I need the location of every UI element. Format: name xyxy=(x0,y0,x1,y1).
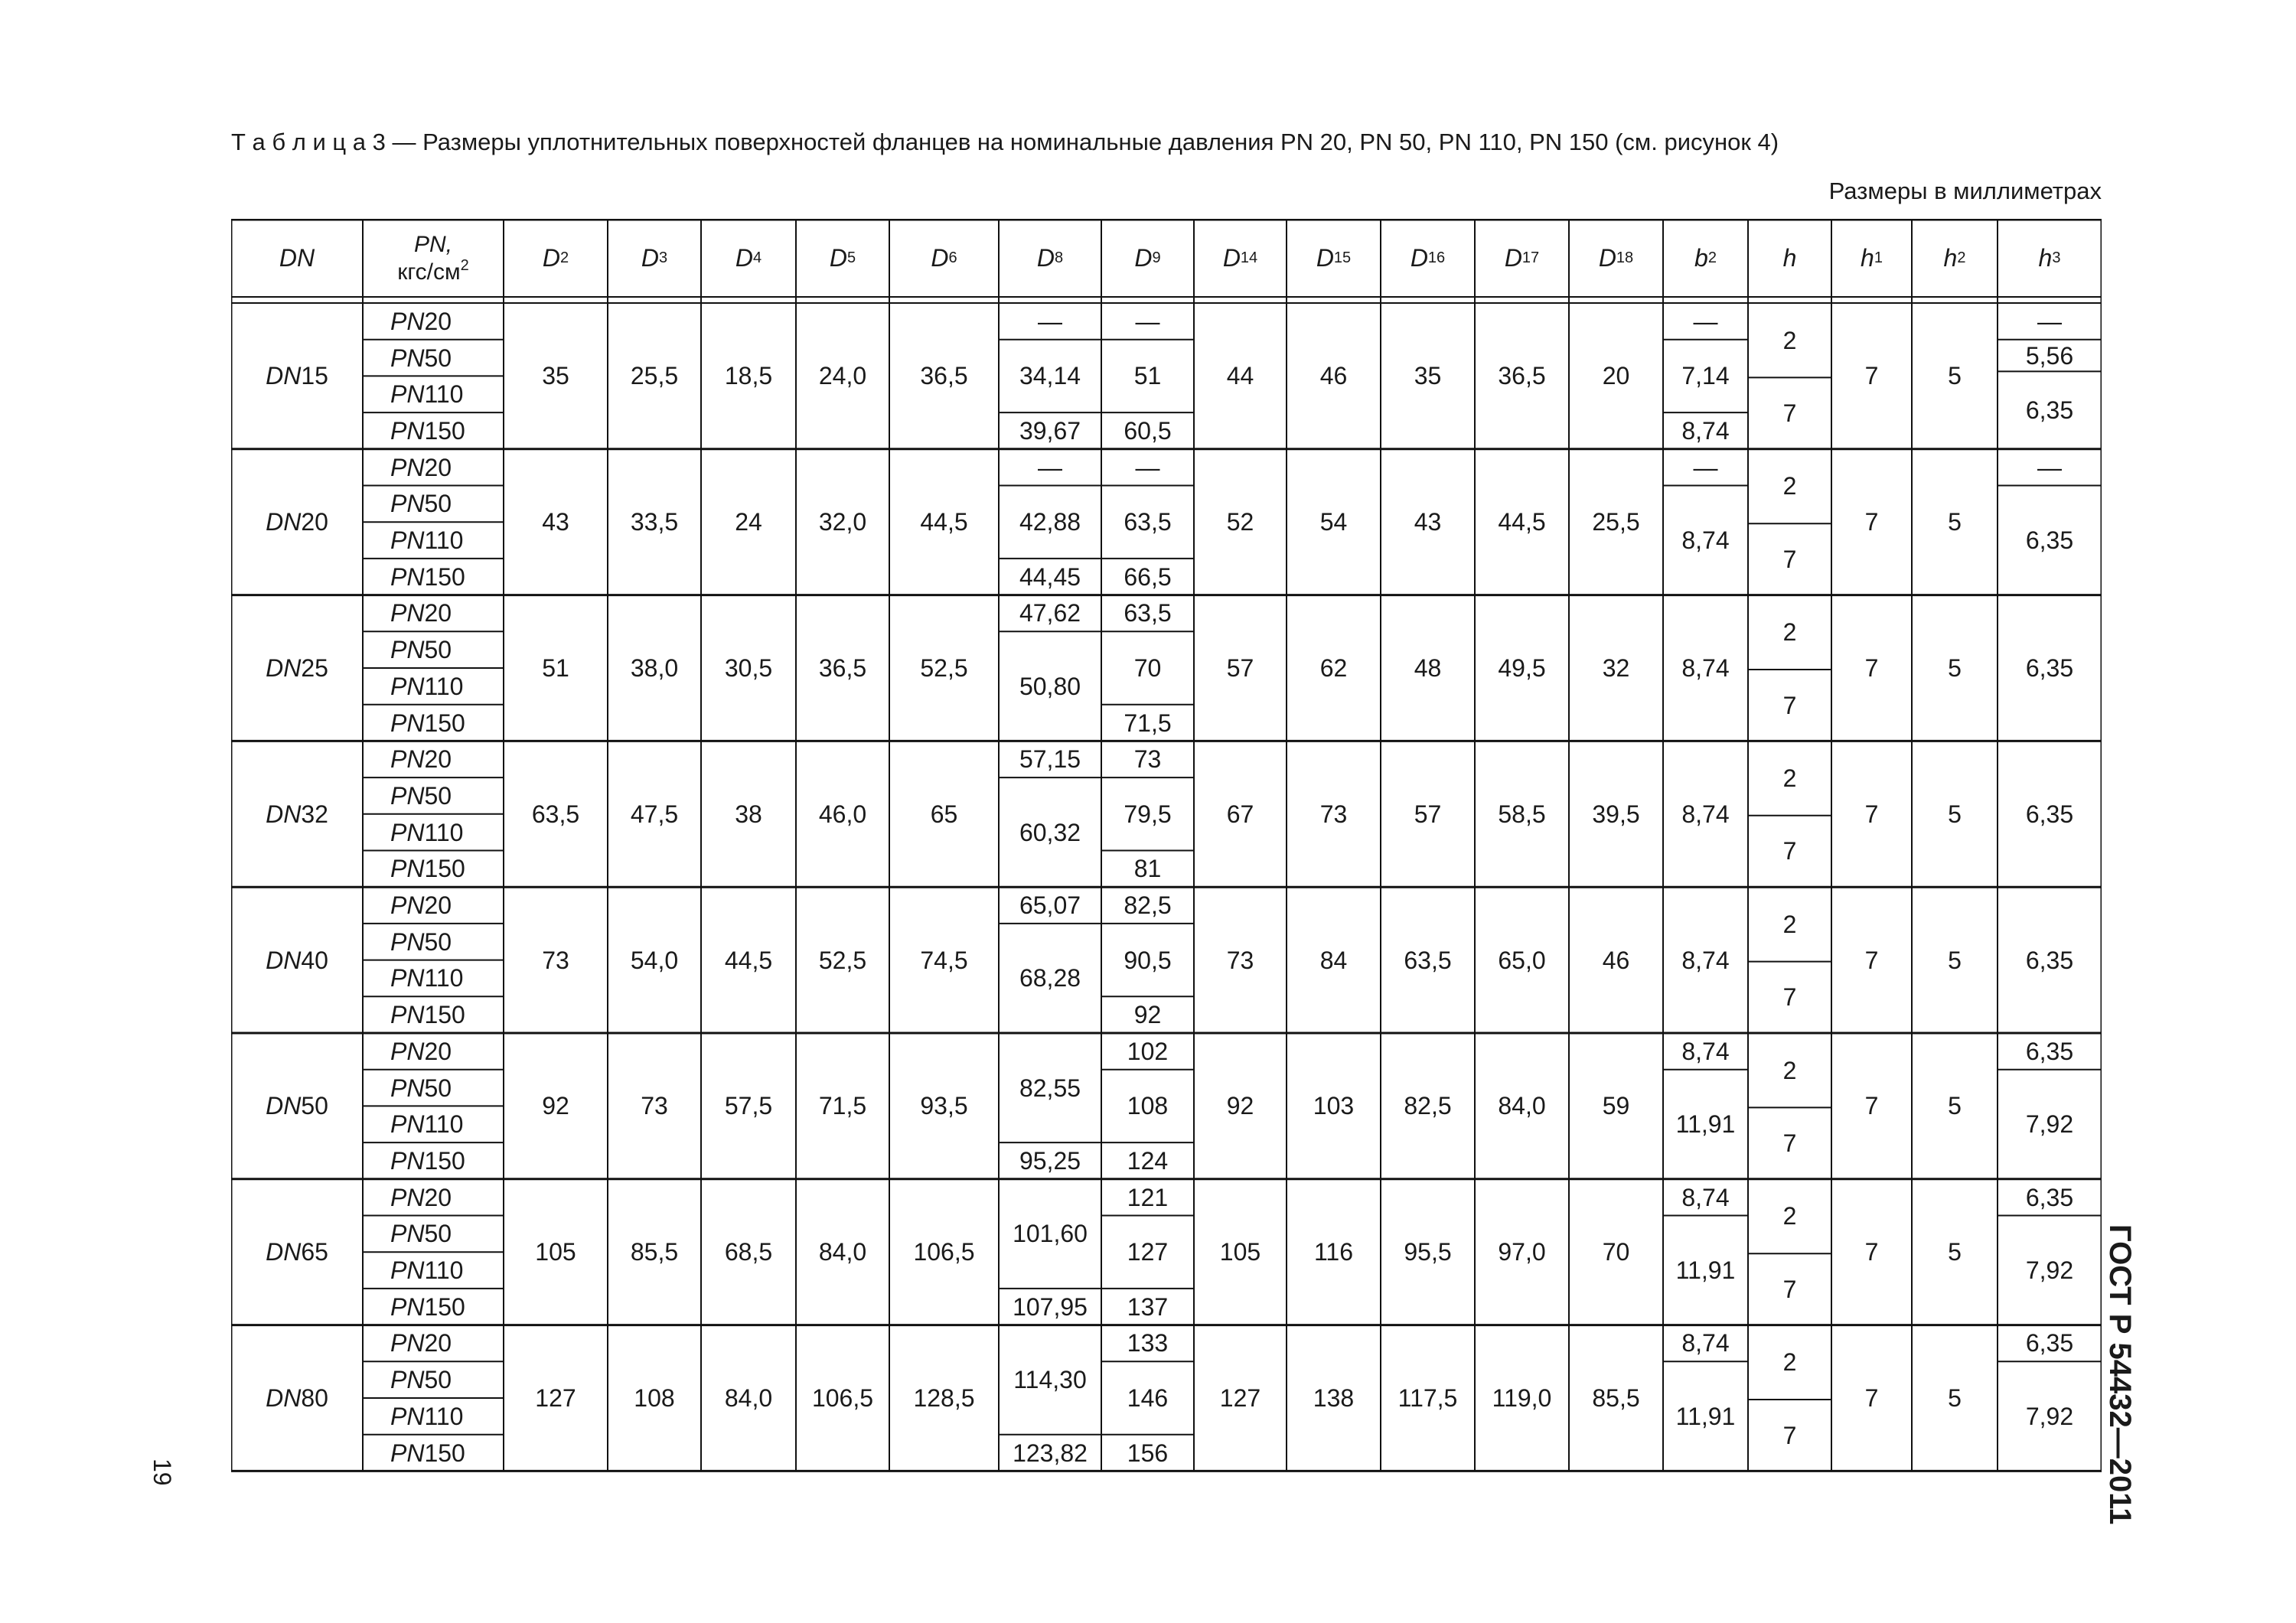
column-header-d6: D 6 xyxy=(931,244,957,272)
cell-d16: 82,5 xyxy=(1404,1092,1452,1120)
cell-h: 7 xyxy=(1782,1129,1797,1158)
cell-d8: 82,55 xyxy=(1019,1074,1081,1102)
cell-d8: 39,67 xyxy=(1019,416,1081,445)
standard-designation: ГОСТ Р 54432—2011 xyxy=(2103,1224,2137,1525)
cell-d2: 105 xyxy=(535,1238,576,1266)
cell-d4: 68,5 xyxy=(724,1238,773,1266)
page-number: 19 xyxy=(148,1458,176,1486)
cell-d15: 138 xyxy=(1313,1383,1355,1412)
cell-d15: 84 xyxy=(1319,946,1348,974)
cell-h: 7 xyxy=(1782,1421,1797,1449)
cell-h: 2 xyxy=(1782,472,1797,500)
cell-h2: 5 xyxy=(1948,800,1962,828)
pn-label: PN 50 xyxy=(390,1074,452,1102)
column-header-d2: D 2 xyxy=(542,244,569,272)
cell-d15: 73 xyxy=(1319,800,1348,828)
cell-d8: 107,95 xyxy=(1013,1292,1088,1321)
cell-d2: 73 xyxy=(542,946,569,974)
cell-d16: 35 xyxy=(1414,362,1442,390)
column-header-d9: D 9 xyxy=(1134,244,1161,272)
cell-h3: 6,35 xyxy=(2025,1037,2074,1065)
dn-label: DN 50 xyxy=(266,1092,328,1120)
cell-d5: 106,5 xyxy=(811,1383,874,1412)
cell-d3: 47,5 xyxy=(630,800,679,828)
pn-label: PN 50 xyxy=(390,781,452,810)
cell-h1: 7 xyxy=(1864,508,1879,536)
cell-d8: 101,60 xyxy=(1013,1220,1088,1248)
cell-d4: 57,5 xyxy=(724,1092,773,1120)
cell-d3: 54,0 xyxy=(630,946,679,974)
dn-label: DN 20 xyxy=(266,508,328,536)
pn-label: PN 50 xyxy=(390,1220,452,1248)
pn-label: PN 20 xyxy=(390,453,452,481)
cell-h2: 5 xyxy=(1948,653,1962,682)
cell-h3: 7,92 xyxy=(2025,1256,2074,1285)
cell-h: 2 xyxy=(1782,1348,1797,1377)
cell-h3: 6,35 xyxy=(2025,800,2074,828)
pn-label: PN 50 xyxy=(390,490,452,518)
pn-label: PN 20 xyxy=(390,599,452,627)
cell-d6: 36,5 xyxy=(920,362,968,390)
cell-d6: 106,5 xyxy=(913,1238,975,1266)
pn-label: PN 150 xyxy=(390,1292,465,1321)
cell-d3: 108 xyxy=(634,1383,675,1412)
cell-d9: 79,5 xyxy=(1124,800,1172,828)
cell-d6: 44,5 xyxy=(920,508,968,536)
pn-label: PN 110 xyxy=(390,1256,464,1285)
cell-h3: — xyxy=(2037,307,2062,335)
dn-label: DN 80 xyxy=(266,1383,328,1412)
cell-d9: — xyxy=(1135,307,1160,335)
cell-d9: 121 xyxy=(1127,1183,1169,1211)
cell-d6: 128,5 xyxy=(913,1383,975,1412)
cell-b2: 8,74 xyxy=(1681,1329,1730,1357)
cell-h3: 6,35 xyxy=(2025,526,2074,555)
cell-d18: 70 xyxy=(1602,1238,1630,1266)
cell-d9: 146 xyxy=(1127,1383,1169,1412)
cell-d5: 36,5 xyxy=(818,653,867,682)
cell-h3: — xyxy=(2037,453,2062,481)
cell-h2: 5 xyxy=(1948,508,1962,536)
cell-d9: 73 xyxy=(1133,745,1162,774)
cell-d15: 62 xyxy=(1319,653,1348,682)
pn-label: PN 110 xyxy=(390,672,464,700)
column-header-dn: DN xyxy=(279,244,315,272)
pn-label: PN 20 xyxy=(390,1329,452,1357)
column-header-d15: D 15 xyxy=(1316,244,1352,272)
cell-b2: — xyxy=(1693,453,1718,481)
cell-d5: 46,0 xyxy=(818,800,867,828)
cell-h: 7 xyxy=(1782,983,1797,1012)
dn-label: DN 15 xyxy=(266,362,328,390)
cell-d17: 84,0 xyxy=(1498,1092,1546,1120)
cell-d16: 57 xyxy=(1414,800,1442,828)
cell-d18: 59 xyxy=(1602,1092,1630,1120)
pn-label: PN 20 xyxy=(390,307,452,335)
cell-d9: — xyxy=(1135,453,1160,481)
units-note: Размеры в миллиметрах xyxy=(1828,178,2102,204)
cell-d18: 85,5 xyxy=(1592,1383,1640,1412)
cell-h3: 7,92 xyxy=(2025,1110,2074,1139)
pn-label: PN 110 xyxy=(390,526,464,555)
cell-d8: 34,14 xyxy=(1019,362,1081,390)
dn-label: DN 32 xyxy=(266,800,328,828)
column-header-h1: h 1 xyxy=(1861,244,1883,272)
cell-d8: 123,82 xyxy=(1013,1439,1088,1467)
cell-h: 2 xyxy=(1782,1056,1797,1084)
cell-d15: 103 xyxy=(1313,1092,1355,1120)
cell-d17: 65,0 xyxy=(1498,946,1546,974)
cell-d2: 63,5 xyxy=(531,800,580,828)
cell-d8: 42,88 xyxy=(1019,508,1081,536)
cell-h1: 7 xyxy=(1864,1092,1879,1120)
cell-d3: 85,5 xyxy=(630,1238,679,1266)
cell-d8: — xyxy=(1038,453,1062,481)
cell-d8: — xyxy=(1038,307,1062,335)
dn-label: DN 65 xyxy=(266,1238,328,1266)
pn-label: PN 110 xyxy=(390,818,464,846)
cell-d14: 44 xyxy=(1226,362,1254,390)
cell-d8: 60,32 xyxy=(1019,818,1081,846)
cell-h1: 7 xyxy=(1864,946,1879,974)
column-header-b2: b 2 xyxy=(1694,244,1717,272)
cell-h2: 5 xyxy=(1948,1383,1962,1412)
cell-d9: 70 xyxy=(1133,653,1162,682)
cell-d9: 127 xyxy=(1127,1238,1169,1266)
cell-h3: 6,35 xyxy=(2025,396,2074,425)
cell-d3: 73 xyxy=(641,1092,668,1120)
cell-d8: 114,30 xyxy=(1013,1366,1087,1394)
cell-b2: 11,91 xyxy=(1675,1256,1736,1285)
cell-d18: 39,5 xyxy=(1592,800,1640,828)
cell-d14: 57 xyxy=(1226,653,1254,682)
cell-d9: 60,5 xyxy=(1124,416,1172,445)
cell-b2: 8,74 xyxy=(1681,653,1730,682)
cell-d6: 52,5 xyxy=(920,653,968,682)
cell-h1: 7 xyxy=(1864,800,1879,828)
pn-label: PN 150 xyxy=(390,1439,465,1467)
cell-d2: 127 xyxy=(535,1383,576,1412)
cell-d5: 71,5 xyxy=(818,1092,867,1120)
cell-h2: 5 xyxy=(1948,946,1962,974)
cell-d18: 20 xyxy=(1602,362,1630,390)
column-header-d8: D 8 xyxy=(1036,244,1064,272)
cell-h: 7 xyxy=(1782,1275,1797,1303)
cell-d9: 71,5 xyxy=(1124,709,1172,737)
cell-h3: 6,35 xyxy=(2025,1329,2074,1357)
cell-h3: 6,35 xyxy=(2025,946,2074,974)
cell-b2: 8,74 xyxy=(1681,1037,1730,1065)
cell-d2: 51 xyxy=(542,653,569,682)
cell-h2: 5 xyxy=(1948,1238,1962,1266)
cell-h: 7 xyxy=(1782,399,1797,428)
column-header-d18: D 18 xyxy=(1598,244,1634,272)
cell-d8: 47,62 xyxy=(1019,599,1081,627)
cell-d2: 43 xyxy=(542,508,569,536)
cell-d9: 81 xyxy=(1133,855,1162,883)
cell-d14: 92 xyxy=(1226,1092,1254,1120)
cell-d8: 65,07 xyxy=(1019,891,1081,920)
cell-d5: 24,0 xyxy=(818,362,867,390)
cell-h3: 5,56 xyxy=(2025,341,2074,370)
cell-h: 7 xyxy=(1782,545,1797,573)
cell-d14: 127 xyxy=(1219,1383,1261,1412)
cell-d17: 97,0 xyxy=(1498,1238,1546,1266)
cell-d9: 63,5 xyxy=(1124,508,1172,536)
cell-d17: 44,5 xyxy=(1498,508,1546,536)
cell-d9: 137 xyxy=(1127,1292,1169,1321)
column-header-d4: D 4 xyxy=(735,244,762,272)
cell-d15: 46 xyxy=(1319,362,1348,390)
cell-h1: 7 xyxy=(1864,362,1879,390)
cell-d2: 92 xyxy=(542,1092,569,1120)
pn-label: PN 150 xyxy=(390,416,465,445)
pn-label: PN 110 xyxy=(390,1110,464,1139)
cell-d9: 66,5 xyxy=(1124,562,1172,591)
cell-d17: 58,5 xyxy=(1498,800,1546,828)
cell-h: 2 xyxy=(1782,764,1797,793)
cell-h3: 6,35 xyxy=(2025,1183,2074,1211)
cell-d14: 52 xyxy=(1226,508,1254,536)
pn-label: PN 20 xyxy=(390,1037,452,1065)
pn-label: PN 110 xyxy=(390,380,464,409)
pn-label: PN 20 xyxy=(390,1183,452,1211)
cell-b2: 8,74 xyxy=(1681,416,1730,445)
cell-d4: 24 xyxy=(735,508,762,536)
cell-d14: 67 xyxy=(1226,800,1254,828)
cell-d16: 43 xyxy=(1414,508,1442,536)
cell-d18: 25,5 xyxy=(1592,508,1640,536)
cell-d3: 33,5 xyxy=(630,508,679,536)
column-header-d14: D 14 xyxy=(1222,244,1258,272)
pn-label: PN 50 xyxy=(390,344,452,372)
cell-d9: 108 xyxy=(1127,1092,1169,1120)
pn-label: PN 150 xyxy=(390,855,465,883)
cell-d17: 49,5 xyxy=(1498,653,1546,682)
cell-d15: 54 xyxy=(1319,508,1348,536)
cell-d2: 35 xyxy=(542,362,569,390)
cell-d15: 116 xyxy=(1313,1238,1353,1266)
column-header-h3: h 3 xyxy=(2038,244,2061,272)
table-caption: Т а б л и ц а 3 — Размеры уплотнительных поверхностей фланцев на номинальные давления PN 20, PN 50, PN 110, PN 150 (см. рисунок 4) xyxy=(231,129,1779,155)
cell-h: 2 xyxy=(1782,618,1797,647)
cell-d9: 124 xyxy=(1127,1146,1169,1175)
cell-h: 7 xyxy=(1782,837,1797,865)
cell-b2: 7,14 xyxy=(1681,362,1730,390)
pn-label: PN 150 xyxy=(390,709,465,737)
pn-label: PN 50 xyxy=(390,1366,452,1394)
cell-d5: 52,5 xyxy=(818,946,867,974)
column-header-d3: D 3 xyxy=(641,244,668,272)
cell-d9: 133 xyxy=(1127,1329,1169,1357)
cell-d3: 25,5 xyxy=(630,362,679,390)
cell-d5: 32,0 xyxy=(818,508,867,536)
cell-d9: 90,5 xyxy=(1124,946,1172,974)
column-header-h2: h 2 xyxy=(1943,244,1966,272)
pn-label: PN 110 xyxy=(390,964,464,992)
cell-d8: 95,25 xyxy=(1019,1146,1081,1175)
cell-d8: 68,28 xyxy=(1019,964,1081,992)
cell-d14: 73 xyxy=(1226,946,1254,974)
pn-label: PN 50 xyxy=(390,927,452,956)
cell-d8: 57,15 xyxy=(1019,745,1081,774)
cell-h1: 7 xyxy=(1864,1383,1879,1412)
cell-d16: 95,5 xyxy=(1404,1238,1452,1266)
cell-d8: 44,45 xyxy=(1019,562,1081,591)
cell-h3: 7,92 xyxy=(2025,1402,2074,1430)
dn-label: DN 25 xyxy=(266,653,328,682)
column-header-d5: D 5 xyxy=(829,244,856,272)
cell-h2: 5 xyxy=(1948,362,1962,390)
cell-h1: 7 xyxy=(1864,1238,1879,1266)
cell-b2: 11,91 xyxy=(1675,1110,1736,1139)
cell-d6: 74,5 xyxy=(920,946,968,974)
pn-label: PN 20 xyxy=(390,891,452,920)
cell-d5: 84,0 xyxy=(818,1238,867,1266)
cell-d4: 38 xyxy=(735,800,762,828)
column-header-d16: D 16 xyxy=(1410,244,1446,272)
cell-d9: 82,5 xyxy=(1124,891,1172,920)
cell-b2: 8,74 xyxy=(1681,800,1730,828)
cell-d9: 156 xyxy=(1127,1439,1169,1467)
cell-b2: 8,74 xyxy=(1681,1183,1730,1211)
cell-d17: 119,0 xyxy=(1492,1383,1552,1412)
pn-label: PN 110 xyxy=(390,1402,464,1430)
pn-label: PN 50 xyxy=(390,636,452,664)
cell-d16: 117,5 xyxy=(1397,1383,1458,1412)
cell-d18: 32 xyxy=(1602,653,1630,682)
cell-d3: 38,0 xyxy=(630,653,679,682)
cell-d16: 48 xyxy=(1414,653,1442,682)
cell-d6: 93,5 xyxy=(920,1092,968,1120)
cell-d4: 84,0 xyxy=(724,1383,773,1412)
cell-d9: 51 xyxy=(1133,362,1162,390)
cell-h: 7 xyxy=(1782,691,1797,719)
cell-b2: 11,91 xyxy=(1675,1402,1736,1430)
cell-d9: 92 xyxy=(1133,1001,1162,1029)
cell-d9: 63,5 xyxy=(1124,599,1172,627)
dn-label: DN 40 xyxy=(266,946,328,974)
dimensions-table xyxy=(231,219,2102,1497)
cell-d14: 105 xyxy=(1219,1238,1261,1266)
cell-h1: 7 xyxy=(1864,653,1879,682)
cell-d18: 46 xyxy=(1602,946,1630,974)
cell-d4: 30,5 xyxy=(724,653,773,682)
cell-d17: 36,5 xyxy=(1498,362,1546,390)
cell-d6: 65 xyxy=(930,800,958,828)
cell-d8: 50,80 xyxy=(1019,672,1081,700)
cell-d4: 18,5 xyxy=(724,362,773,390)
cell-h: 2 xyxy=(1782,326,1797,354)
cell-d16: 63,5 xyxy=(1404,946,1452,974)
cell-h: 2 xyxy=(1782,1202,1797,1230)
pn-label: PN 150 xyxy=(390,1001,465,1029)
cell-b2: 8,74 xyxy=(1681,946,1730,974)
cell-h2: 5 xyxy=(1948,1092,1962,1120)
cell-d4: 44,5 xyxy=(724,946,773,974)
pn-label: PN 150 xyxy=(390,1146,465,1175)
column-header-h: h xyxy=(1782,244,1797,272)
column-header-d17: D 17 xyxy=(1504,244,1540,272)
cell-h3: 6,35 xyxy=(2025,653,2074,682)
cell-b2: 8,74 xyxy=(1681,526,1730,555)
cell-d9: 102 xyxy=(1127,1037,1169,1065)
pn-label: PN 150 xyxy=(390,562,465,591)
cell-h: 2 xyxy=(1782,910,1797,938)
pn-label: PN 20 xyxy=(390,745,452,774)
cell-b2: — xyxy=(1693,307,1718,335)
column-header-pn-2: PN, кгс/$см^2$ xyxy=(397,231,469,285)
